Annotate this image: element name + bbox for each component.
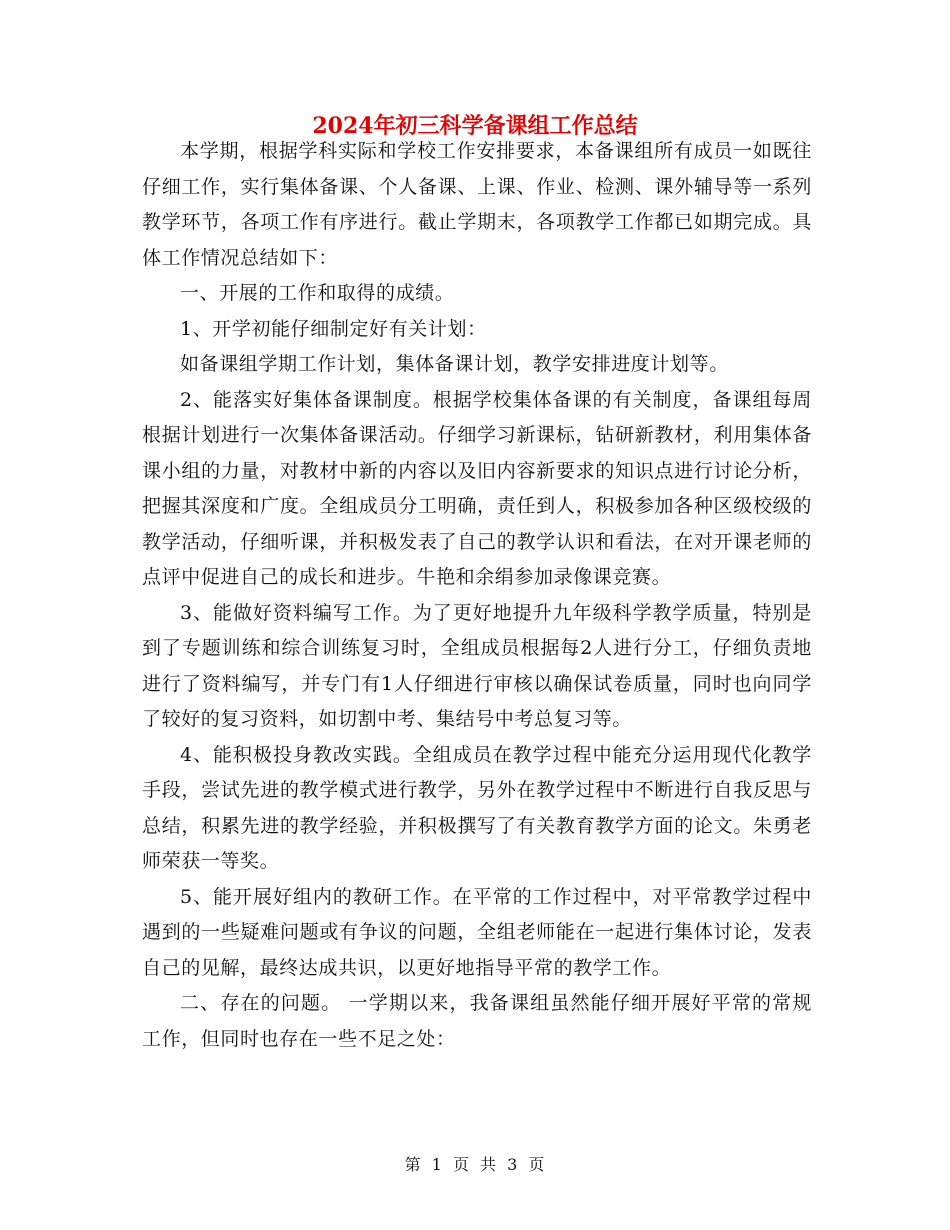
paragraph-item-1: 1、开学初能仔细制定好有关计划： — [180, 317, 487, 340]
paragraph-item-2: 2、能落实好集体备课制度。根据学校集体备课的有关制度，备课组每周根据计划进行一次集体备课活动。仔细学习新课标，钻研新教材，利用集体备课小组的力量，对教材中新的内容以及旧内容新要求的知识点进行讨论分析，把握其深度和广度。全组成员分工明确，责任到人，积极参加各种区级校级的教学活动，仔细听课，并积极发表了自己的教学认识和看法，在对开课老师的点评中促进自己的成长和进步。牛艳和余绢参加录像课竞赛。 — [142, 388, 812, 588]
paragraph-item-5: 5、能开展好组内的教研工作。在平常的工作过程中，对平常教学过程中遇到的一些疑难问题或有争议的问题，全组老师能在一起进行集体讨论，发表自己的见解，最终达成共识，以更好地指导平常的教学工作。 — [142, 885, 812, 979]
page-footer: 第 1 页 共 3 页 — [404, 1155, 546, 1174]
document-body — [142, 134, 812, 1057]
paragraph-item-1-detail: 如备课组学期工作计划，集体备课计划，教学安排进度计划等。 — [180, 353, 729, 375]
paragraph-item-3: 3、能做好资料编写工作。为了更好地提升九年级科学教学质量，特别是到了专题训练和综合训练复习时，全组成员根据每2人进行分工，仔细负责地进行了资料编写，并专门有1人仔细进行审核以确保试卷质量，同时也向同学了较好的复习资料，如切割中考、集结号中考总复习等。 — [142, 601, 812, 730]
paragraph-intro: 本学期，根据学科实际和学校工作安排要求，本备课组所有成员一如既往仔细工作，实行集体备课、个人备课、上课、作业、检测、课外辅导等一系列教学环节，各项工作有序进行。截止学期末，各项教学工作都已如期完成。具体工作情况总结如下： — [142, 140, 812, 269]
paragraph-item-4: 4、能积极投身教改实践。全组成员在教学过程中能充分运用现代化教学手段，尝试先进的教学模式进行教学，另外在教学过程中不断进行自我反思与总结，积累先进的教学经验，并积极撰写了有关教育教学方面的论文。朱勇老师荣获一等奖。 — [142, 743, 812, 872]
paragraph-section-2: 二、存在的问题。 一学期以来，我备课组虽然能仔细开展好平常的常规工作，但同时也存在一些不足之处： — [142, 992, 812, 1050]
document-title: 2024年初三科学备课组工作总结 — [312, 113, 638, 139]
paragraph-section-1-heading: 一、开展的工作和取得的成绩。 — [180, 282, 455, 304]
